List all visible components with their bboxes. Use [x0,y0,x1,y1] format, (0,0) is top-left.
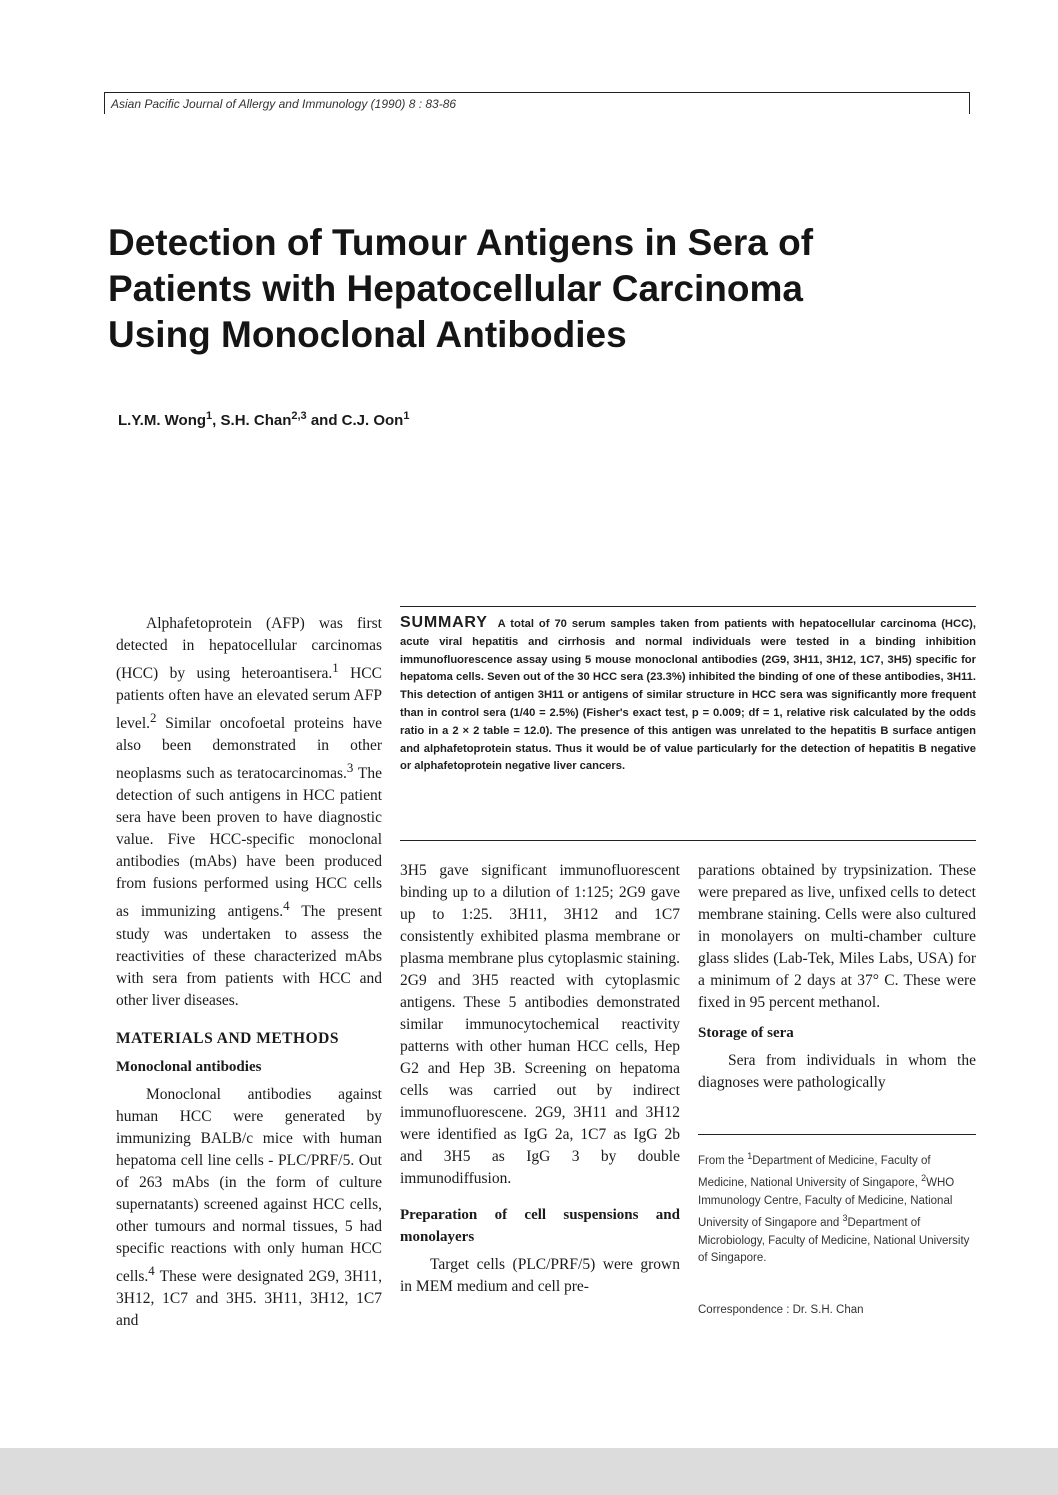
affiliation-marker: 1 [747,1151,753,1161]
affiliation-marker: 2 [921,1173,927,1184]
intro-text: Similar oncofoetal proteins have also been demonstrated in other neoplasms such as teratocarcinomas. [116,715,382,783]
section-heading: MATERIALS AND METHODS [116,1029,339,1047]
subsection-heading: Preparation of cell suspensions and monolayers [400,1207,680,1245]
body-text: These were designated 2G9, 3H11, 3H12, 1C7 and 3H5. 3H11, 3H12, 1C7 and [116,1267,382,1329]
summary-label: SUMMARY [400,614,488,631]
body-paragraph: parations obtained by trypsinization. These were prepared as live, unfixed cells to detect membrane staining. Cells were also cultured in monolayers on multi-chamber culture glass slides (Lab-Tek, Miles Labs, USA) for a minimum of 2 days at 37° C. These were fixed in 95 percent methanol. [698,862,976,1011]
reference-marker: 4 [148,1262,155,1278]
column-middle [400,860,680,1298]
affiliation-marker: 3 [842,1213,848,1224]
column-right [698,860,976,1094]
reference-marker: 2 [150,710,157,726]
title-line: Detection of Tumour Antigens in Sera of [108,222,814,263]
column-left [116,613,382,1332]
body-text: Monoclonal antibodies against human HCC were generated by immunizing BALB/c mice with human hepatoma cell line cells - PLC/PRF/5. Out of 263 mAbs (in the form of culture supernatants) screened against HCC cells, other tumours and normal tissues, 5 had specific reactions with only human HCC cells. [116,1085,382,1285]
correspondence-note: Correspondence : Dr. S.H. Chan [698,1304,864,1316]
footnote-text: Department of Microbiology, Faculty of Medicine, National University of Singapore. [698,1217,970,1265]
author-separator: , [212,412,221,429]
author-name: S.H. Chan [220,412,292,429]
reference-marker: 1 [332,660,339,675]
intro-text: The detection of such antigens in HCC patient sera have been proven to have diagnostic value. Five HCC-specific monoclonal antibodies (mAbs) have been produced from fusions performed using HCC cells as immunizing antigens. [116,765,382,921]
affiliation-marker: 2,3 [291,410,307,422]
intro-text: HCC patients often have an elevated serum AFP level. [116,665,382,733]
author-separator: and [306,412,342,429]
affiliation-marker: 1 [403,410,410,422]
author-list [118,410,409,429]
summary-block [400,614,976,776]
title-line: Using Monoclonal Antibodies [108,314,627,355]
intro-text: Alphafetoprotein (AFP) was first detected in hepatocellular carcinomas (HCC) by using heteroantisera. [116,615,382,683]
body-paragraph: 3H5 gave significant immunofluorescent binding up to a dilution of 1:125; 2G9 gave up to 1:25. 3H11, 3H12 and 1C7 consistently exhibited plasma membrane or plasma membrane plus cytoplasmic staining. 2G9 and 3H5 reacted with cytoplasmic antigens. These 5 antibodies demonstrated similar immunocytochemical reactivity patterns with other human HCC cells, Hep G2 and Hep 3B. Screening on hepatoma cells was carried out by indirect immunofluorescene. 2G9, 3H11 and 3H12 were identified as IgG 2a, 1C7 as IgG 2b and 3H5 as IgG 3 by double immunodiffusion. [400,862,680,1187]
affiliation-footnote [698,1148,978,1268]
footnote-text: WHO Immunology Centre, Faculty of Medicine, National University of Singapore and [698,1177,955,1230]
intro-paragraph [116,613,382,1012]
summary-bottom-rule [400,840,976,841]
summary-text: A total of 70 serum samples taken from patients with hepatocellular carcinoma (HCC), acute viral hepatitis and cirrhosis and normal individuals were tested in a binding inhibition immunofluorescence assay using 5 mouse monoclonal antibodies (2G9, 3H11, 3H12, 1C7, 3H5) specific for hepatoma cells. Seven out of the 30 HCC sera (23.3%) inhibited the binding of one of these antibodies, 3H11. This detection of antigen 3H11 or antigens of similar structure in HCC sera was significantly more frequent than in control sera (1/40 = 2.5%) (Fisher's exact test, p = 0.009; df = 1, relative risk calculated by the odds ratio in a 2 × 2 table = 12.0). The presence of this antigen was unrelated to the hepatitis B surface antigen and alphafetoprotein status. Thus it would be of value particularly for the detection of hepatitis B negative or alphafetoprotein negative liver cancers. [400,618,976,773]
article-title [108,220,988,358]
body-paragraph [116,1084,382,1332]
journal-header: Asian Pacific Journal of Allergy and Immunology (1990) 8 : 83-86 [104,92,970,114]
reference-marker: 3 [346,760,354,776]
affiliation-marker: 1 [206,410,213,422]
body-paragraph: Target cells (PLC/PRF/5) were grown in MEM medium and cell pre- [400,1256,680,1295]
scan-margin [0,1448,1058,1495]
subsection-heading: Storage of sera [698,1025,794,1041]
footnote-text: From the [698,1154,748,1167]
intro-text: The present study was undertaken to assess the reactivities of these characterized mAbs with sera from patients with HCC and other liver diseases. [116,903,383,1009]
subsection-heading: Monoclonal antibodies [116,1058,262,1075]
footnote-rule [698,1134,976,1135]
author-name: C.J. Oon [341,412,404,429]
summary-top-rule [400,606,976,607]
body-paragraph: Sera from individuals in whom the diagnoses were pathologically [698,1052,976,1091]
reference-marker: 4 [283,898,290,914]
footnote-text: Department of Medicine, Faculty of Medicine, National University of Singapore, [698,1154,931,1190]
author-name: L.Y.M. Wong [118,412,207,429]
title-line: Patients with Hepatocellular Carcinoma [108,268,803,309]
